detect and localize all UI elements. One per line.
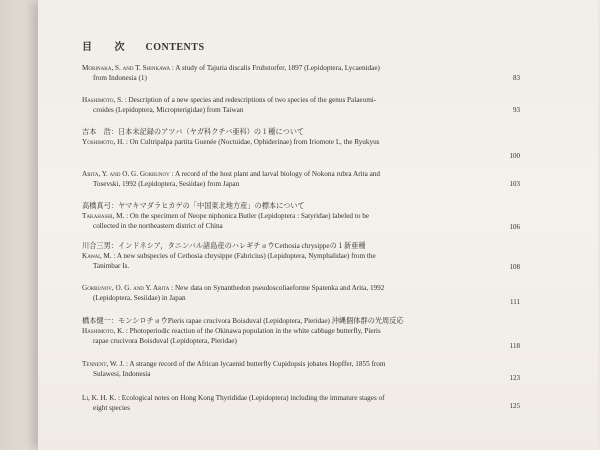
entry-author: Takahashi, M. bbox=[82, 212, 125, 221]
entry-text: : A study of Tajuria discalis Fruhstorfer, 1897 (Lepidoptera, Lycaenidae) bbox=[170, 64, 380, 72]
entry-text: : A new subspecies of Cethosia chrysippe (Fabricius) (Lepidoptera, Nymphalidae) from the bbox=[111, 252, 376, 261]
entry-author: Hashimoto, S. bbox=[82, 96, 123, 104]
entry-page-number: 108 bbox=[509, 262, 520, 271]
entry-line bbox=[82, 95, 508, 105]
entry-line: rapae crucivora Boisduval (Lepidoptera, Pieridae) bbox=[93, 337, 237, 346]
entry-text: : Ecological notes on Hong Kong Thyrididae (Lepidoptera) including the immature stages of bbox=[116, 394, 385, 402]
toc-entry bbox=[82, 283, 520, 307]
entry-page-number: 83 bbox=[513, 74, 520, 83]
entry-page-number: 106 bbox=[509, 222, 520, 231]
entry-line: from Indonesia (1) bbox=[93, 74, 147, 83]
entry-author: Kawai, M. bbox=[82, 252, 112, 261]
entry-text: : On the specimen of Neope niphonica Butler (Lepidoptera : Satyridae) labeled to be bbox=[124, 212, 369, 221]
entry-line: Sulawesi, Indonesia bbox=[93, 370, 151, 379]
entry-text: : Description of a new species and redescriptions of two species of the genus Palaeomi- bbox=[122, 96, 377, 104]
toc-entry bbox=[82, 169, 520, 189]
entry-page-number: 100 bbox=[509, 152, 520, 161]
entry-author: Arita, Y. and O. G. Gorbunov bbox=[82, 170, 170, 178]
entry-line: 高橋真弓：ヤマキマダラヒカゲの「中国東北地方産」の標本について bbox=[82, 202, 305, 210]
entry-author: Morinaka, S. and T. Shinkawa bbox=[82, 64, 171, 72]
entry-line bbox=[82, 251, 508, 261]
entry-author: Hashimoto, K. bbox=[82, 327, 125, 336]
toc-entry bbox=[82, 393, 520, 413]
title-contents: CONTENTS bbox=[145, 42, 205, 53]
entry-author: Yoshimoto, H. bbox=[82, 138, 125, 147]
entry-text: : A record of the host plant and larval biology of Nokona rubra Arita and bbox=[169, 170, 380, 178]
entry-text: : Photoperiodic reaction of the Okinawa population in the white cabbage butterfly, Pieris bbox=[124, 327, 381, 336]
entry-line: Tosevski, 1992 (Lepidoptera, Sesiidae) from Japan bbox=[93, 180, 240, 189]
entry-page-number: 93 bbox=[513, 106, 520, 115]
entry-page-number: 111 bbox=[510, 298, 520, 307]
toc-entry bbox=[82, 359, 520, 383]
entry-line: 川合三男：インドネシア，タニンバル諸島産のハレギチョウCethosia chrysippeの１新亜種 bbox=[82, 242, 366, 250]
entry-line: 吉本 浩：日本未記録のアツバ（ヤガ科クチバ亜科）の１種について bbox=[82, 128, 305, 136]
title-japanese: 目 次 bbox=[82, 42, 135, 53]
entry-text: : New data on Synanthedon pseudoscoliaeforme Spatenka and Arita, 1992 bbox=[169, 284, 385, 292]
entry-page-number: 125 bbox=[509, 402, 520, 411]
entry-line: 橋本健一：モンシロチョウPieris rapae crucivora Boisduval (Lepidoptera, Pieridae) 沖縄個体群の光周反応 bbox=[82, 317, 404, 325]
entry-page-number: 103 bbox=[509, 180, 520, 189]
entry-line bbox=[82, 63, 508, 73]
entry-line bbox=[82, 283, 508, 293]
toc-entry bbox=[82, 95, 520, 115]
entry-line bbox=[82, 169, 508, 179]
toc-entry bbox=[82, 316, 520, 350]
page-title bbox=[82, 38, 205, 53]
entry-line: croides (Lepidoptera, Micropterigidae) from Taiwan bbox=[93, 106, 244, 115]
toc-entry bbox=[82, 201, 520, 232]
entry-line: Tanimbar Is. bbox=[93, 262, 130, 271]
spine-shadow bbox=[0, 0, 38, 450]
entry-line bbox=[82, 137, 508, 147]
entry-line bbox=[82, 359, 508, 369]
toc-entry bbox=[82, 127, 520, 161]
entry-line: collected in the northeastern district of China bbox=[93, 222, 223, 231]
toc-entry bbox=[82, 63, 520, 83]
entry-author: Tennent, W. J. bbox=[82, 360, 125, 368]
entry-author: Gorbunov, O. G. and Y. Arita bbox=[82, 284, 170, 292]
entry-text: : A strange record of the African lycaenid butterfly Cupidopsis jobates Hopffer, 1855 from bbox=[124, 360, 386, 368]
toc-entry bbox=[82, 241, 520, 272]
entry-page-number: 118 bbox=[509, 341, 520, 350]
entry-line bbox=[82, 326, 508, 336]
entry-line bbox=[82, 393, 508, 403]
entry-line bbox=[82, 211, 508, 221]
entry-author: Li, K. H. K. bbox=[82, 394, 117, 402]
entry-line: (Lepidoptera, Sesiidae) in Japan bbox=[93, 294, 186, 303]
entry-page-number: 123 bbox=[509, 374, 520, 383]
entry-text: : On Cultripalpa partita Guenée (Noctuidae, Ophiderinae) from Iriomote I., the Ryukyus bbox=[124, 138, 380, 147]
entry-line: eight species bbox=[93, 404, 130, 413]
